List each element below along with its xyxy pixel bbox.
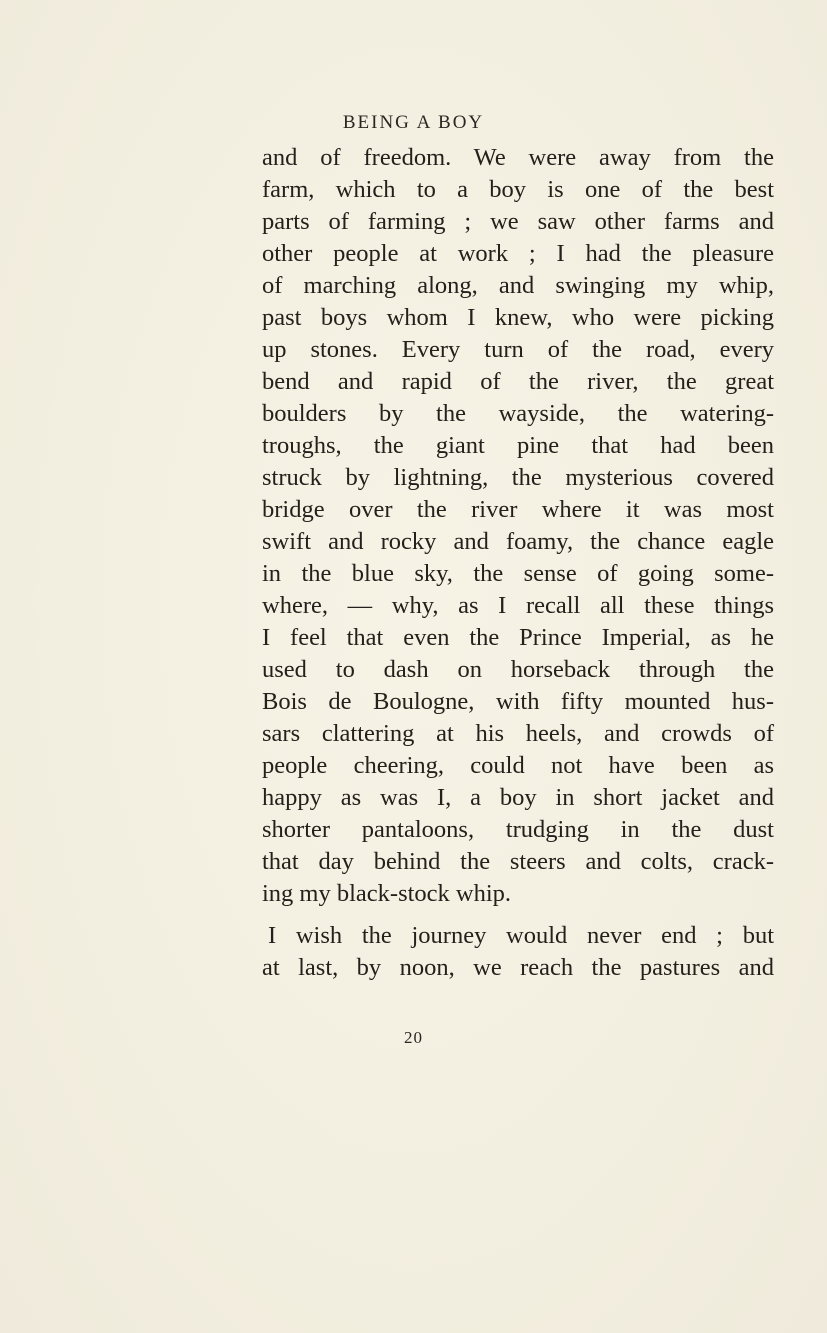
text-line: in the blue sky, the sense of going some- [262,560,774,587]
paragraph-1 [262,142,774,910]
text-line: sars clattering at his heels, and crowds of [262,720,774,747]
text-line: bridge over the river where it was most [262,496,774,523]
text-line: at last, by noon, we reach the pastures and [262,954,774,981]
text-line: used to dash on horseback through the [262,656,774,683]
text-line: bend and rapid of the river, the great [262,368,774,395]
text-line: that day behind the steers and colts, crack- [262,848,774,875]
text-line: farm, which to a boy is one of the best [262,176,774,203]
text-line: other people at work ; I had the pleasure [262,240,774,267]
text-line: ing my black-stock whip. [262,880,512,907]
running-head: BEING A BOY [342,112,485,133]
text-line: people cheering, could not have been as [262,752,774,779]
text-line: I wish the journey would never end ; but [268,922,774,949]
text-line: where, — why, as I recall all these things [262,592,774,619]
paragraph-2 [262,920,774,984]
text-line: Bois de Boulogne, with fifty mounted hus- [262,688,774,715]
page-number: 20 [404,1028,423,1047]
text-line: and of freedom. We were away from the [262,144,774,171]
text-line: of marching along, and swinging my whip, [262,272,774,299]
text-line: happy as was I, a boy in short jacket and [262,784,774,811]
text-line: struck by lightning, the mysterious covered [262,464,774,491]
text-line: up stones. Every turn of the road, every [262,336,774,363]
text-line: swift and rocky and foamy, the chance eagle [262,528,774,555]
text-line: shorter pantaloons, trudging in the dust [262,816,774,843]
text-line: parts of farming ; we saw other farms and [262,208,774,235]
text-line: boulders by the wayside, the watering- [262,400,774,427]
body-text [262,142,774,984]
text-line: past boys whom I knew, who were picking [262,304,774,331]
text-line: troughs, the giant pine that had been [262,432,774,459]
text-line: I feel that even the Prince Imperial, as he [262,624,774,651]
